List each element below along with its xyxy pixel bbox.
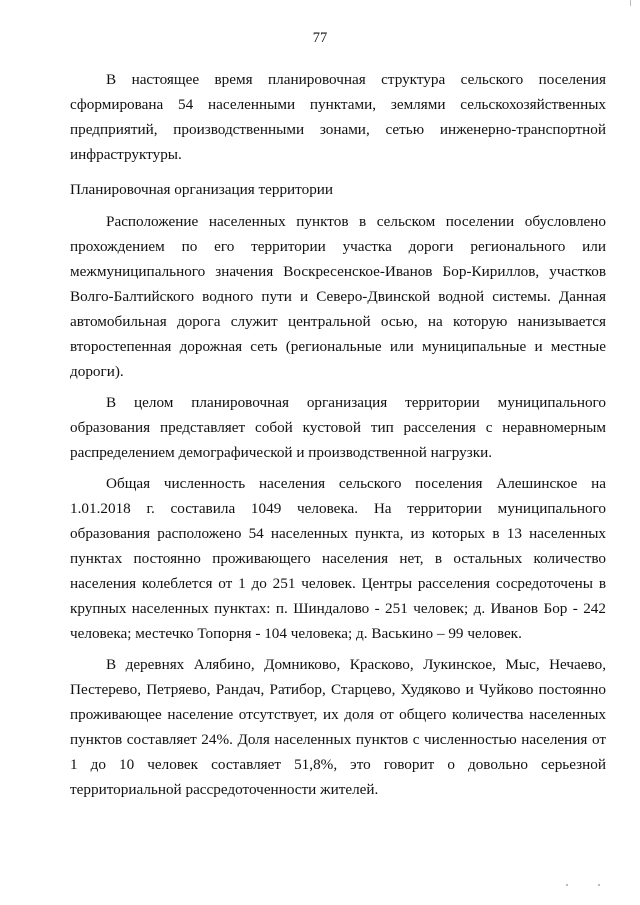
paragraph: В деревнях Алябино, Домниково, Красково, Лукинское, Мыс, Нечаево, Пестерево, Петряево, Рандач, Ратибор, Старцево, Худяково и Чуйково постоянно проживающее население отсутствует, их доля от общего количества населенных пунктов составляет 24%. Доля населенных пунктов с численностью населения от 1 до 10 человек составляет 51,8%, это говорит о довольно серьезной территориальной рассредоточенности жителей. [70,656,606,798]
paragraph-intro: В настоящее время планировочная структура сельского поселения сформирована 54 населенными пунктами, землями сельскохозяйственных предприятий, производственными зонами, сетью инженерно-транспортной инфраструктуры. [70,71,606,163]
scan-mark [630,0,631,6]
scan-mark [566,884,568,886]
paragraph: Общая численность населения сельского поселения Алешинское на 1.01.2018 г. составила 1049 человека. На территории муниципального образования расположено 54 населенных пункта, из которых в 13 населенных пунктах постоянно проживающего населения нет, в остальных количество населения колеблется от 1 до 251 человек. Центры расселения сосредоточены в крупных населенных пунктах: п. Шиндалово - 251 человек; д. Иванов Бор - 242 человека; местечко Топорня - 104 человека; д. Васькино – 99 человек. [70,475,606,642]
section-heading: Планировочная организация территории [70,181,334,198]
paragraph: Расположение населенных пунктов в сельском поселении обусловлено прохождением по его территории участка дороги регионального или межмуниципального значения Воскресенское-Иванов Бор-Кириллов, участков Волго-Балтийского водного пути и Северо-Двинской водной системы. Данная автомобильная дорога служит центральной осью, на которую нанизывается второстепенная дорожная сеть (региональные или муниципальные и местные дороги). [70,213,606,380]
page-number: 77 [312,30,328,46]
paragraph: В целом планировочная организация территории муниципального образования представляет собой кустовой тип расселения с неравномерным распределением демографической и производственной нагрузки. [70,394,606,461]
document-body [70,67,606,802]
scan-mark [598,884,600,886]
